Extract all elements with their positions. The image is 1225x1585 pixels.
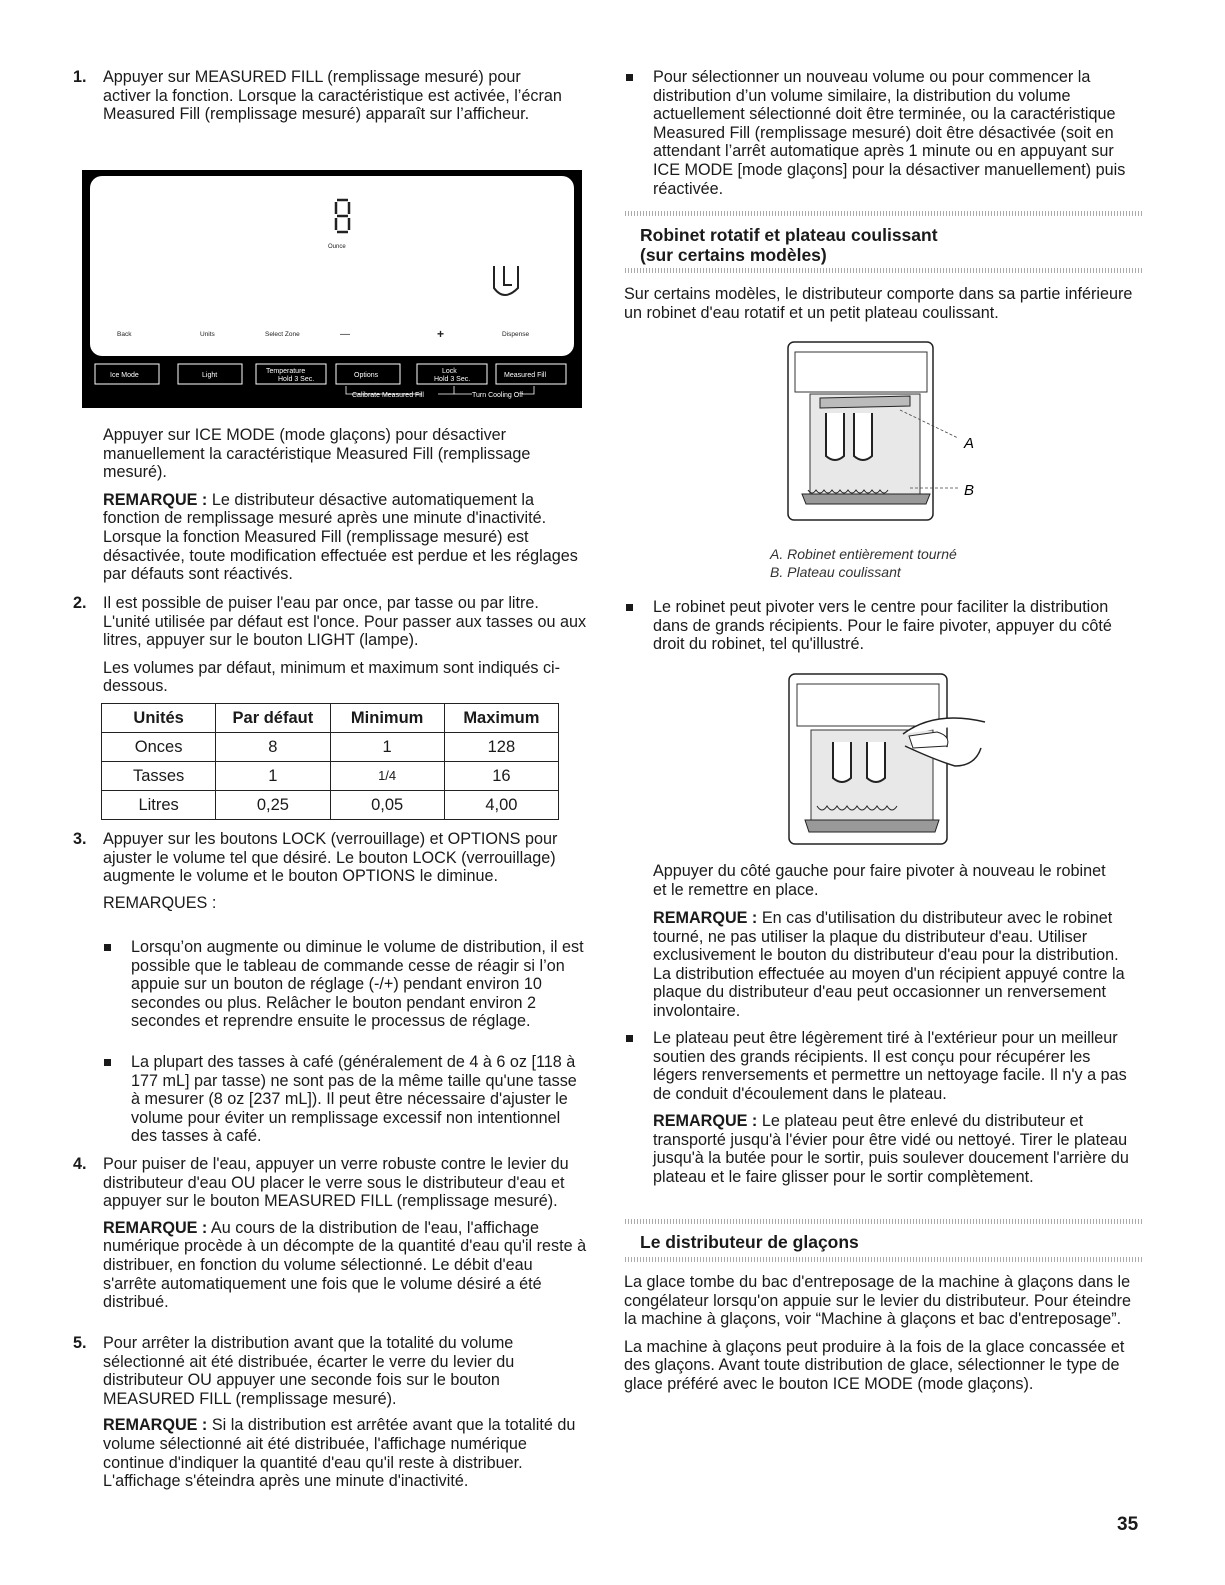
bullet-text: Lorsqu’on augmente ou diminue le volume de distribution, il est possible que le tableau de commande cesse de réagir si l’on appuie sur un bouton de réglage (-/+) pendant environ 10 secondes ou plus. Relâcher le bouton pendant environ 2 secondes et reprendre ensuite le processus de réglage.: [131, 938, 584, 1031]
step-text: Appuyer sur les boutons LOCK (verrouillage) et OPTIONS pour ajuster le volume tel que désiré. Le bouton LOCK (verrouillage) augmente le volume et le bouton OPTIONS le diminue.: [103, 830, 558, 886]
table-row: [102, 791, 559, 820]
caption-a: A. Robinet entièrement tourné: [770, 546, 957, 562]
bullet-icon: [104, 944, 111, 951]
column-header: Unités: [102, 704, 216, 733]
note-label: REMARQUE :: [103, 1416, 208, 1435]
select-zone-label[interactable]: Select Zone: [265, 331, 300, 338]
step-text: Pour arrêter la distribution avant que la totalité du volume sélectionné ait été distribuée, écarter le verre du levier du distributeur OU appuyer une seconde fois sur le bouton MEASURED FILL (remplissage mesuré).: [103, 1334, 515, 1408]
turn-cooling-off-text: Turn Cooling Off: [472, 392, 523, 399]
table-cell: 1: [330, 733, 444, 762]
remarques-label: REMARQUES :: [103, 893, 217, 912]
bullet-new-volume: [653, 68, 1138, 198]
dispenser-figure-1: [780, 338, 990, 528]
table-cell: 4,00: [444, 791, 558, 820]
column-header: Maximum: [444, 704, 558, 733]
note-label: REMARQUE :: [653, 909, 758, 927]
step-4: [73, 1155, 588, 1312]
table-cell: 0,05: [330, 791, 444, 820]
bullet-icon: [626, 604, 633, 611]
options-button[interactable]: Options: [354, 372, 379, 379]
bullet-icon: [104, 1059, 111, 1066]
ounce-label: Ounce: [328, 244, 346, 250]
minus-label[interactable]: —: [340, 329, 350, 340]
column-header: Minimum: [330, 704, 444, 733]
note-text: En cas d'utilisation du distributeur avec le robinet tourné, ne pas utiliser la plaque du distributeur d'eau. Utiliser exclusivement le bouton du distributeur d'eau pour la distribution. La distribution effectuée au moyen d'un récipient appuyé contre la plaque du distributeur d'eau peut occasionner un renversement involontaire.: [653, 909, 1125, 1020]
bullet-text: La plupart des tasses à café (généralement de 4 à 6 oz [118 à 177 mL] par tasse) ne sont pas de la même taille qu'une tasse à mesurer (8 oz [237 mL]). Il peut être nécessaire d'ajuster le volume pour éviter un remplissage excessif non intentionnel des tasses à café.: [131, 1053, 577, 1146]
bullet-pivot: [653, 598, 1133, 654]
table-cell: 128: [444, 733, 558, 762]
bullet-text: Le plateau peut être légèrement tiré à l'extérieur pour un meilleur soutien des grands récipients. Il est conçu pour récupérer les légers renversements et permettre un nettoyage facile. Il n'y a pas de conduit d'écoulement dans le plateau.: [653, 1029, 1127, 1103]
bullet-coffee-cups: [131, 1053, 587, 1146]
section-glacons-body: [624, 1273, 1134, 1394]
note-1: [103, 491, 583, 584]
section-title-line-2: (sur certains modèles): [640, 245, 827, 265]
section-title-glacons: [640, 1232, 1140, 1252]
step-number: 3.: [73, 830, 87, 848]
note-text: Le distributeur désactive automatiquement la fonction de remplissage mesuré après une minute d'inactivité. Lorsque la fonction Measured Fill (remplissage mesuré) est désactivée, toute modification effectuée est perdue et les réglages par défauts sont réactivés.: [103, 490, 578, 584]
note-text: Au cours de la distribution de l'eau, l'affichage numérique procède à un décompte de la quantité d'eau qu'il reste à distribuer, en fonction du volume sélectionné. Le débit d'eau s'arrête automatiquement une fois que le volume désiré a été distribué.: [103, 1218, 587, 1312]
left-column-body: [103, 426, 593, 584]
bullet-icon: [626, 1035, 633, 1042]
section-divider: [625, 268, 1142, 273]
note-r2: [653, 1112, 1138, 1186]
note-label: REMARQUE :: [103, 1218, 208, 1237]
step-5: [73, 1334, 588, 1491]
table-header-row: [102, 704, 559, 733]
step-2: [73, 594, 588, 696]
section-title: Le distributeur de glaçons: [640, 1232, 859, 1252]
units-label[interactable]: Units: [200, 331, 215, 338]
plus-label[interactable]: +: [437, 327, 445, 341]
back-label[interactable]: Back: [117, 331, 132, 338]
step-1: [73, 68, 563, 124]
note-label: REMARQUE :: [653, 1112, 758, 1130]
bullet-text: Pour sélectionner un nouveau volume ou pour commencer la distribution d’un volume similaire, la distribution du volume actuellement sélectionné doit être terminée, ou la caractéristique Measured Fill (remplissage mesuré) doit être désactivée (soit en attendant l’arrêt automatique après 1 minute ou en appuyant sur ICE MODE [mode glaçons] pour la désactiver manuellement) puis réactivée.: [653, 68, 1126, 198]
table-cell: Tasses: [102, 762, 216, 791]
dispense-label[interactable]: Dispense: [502, 331, 530, 338]
ice-mode-paragraph: Appuyer sur ICE MODE (mode glaçons) pour désactiver manuellement la caractéristique Measured Fill (remplissage mesuré).: [103, 426, 531, 482]
lock-hold-text: Hold 3 Sec.: [434, 376, 471, 383]
step-number: 1.: [73, 68, 87, 86]
note-text: Le plateau peut être enlevé du distributeur et transporté jusqu'à l'évier pour être vidé ou nettoyé. Tirer le plateau jusqu'à la butée pour le sortir, puis soulever doucement l'arrière du plateau et le faire glisser pour le sortir complètement.: [653, 1112, 1129, 1186]
step-number: 5.: [73, 1334, 87, 1352]
table-row: [102, 762, 559, 791]
volume-table: [101, 703, 559, 820]
section-intro-text: Sur certains modèles, le distributeur comporte dans sa partie inférieure un robinet d'eau rotatif et un petit plateau coulissant.: [624, 285, 1133, 322]
bullet-adjust: [131, 938, 587, 1031]
dispenser-figure-2: [785, 670, 990, 850]
step-number: 4.: [73, 1155, 87, 1173]
label-a: A: [964, 435, 975, 452]
step-text: Il est possible de puiser l'eau par once, par tasse ou par litre. L'unité utilisée par défaut est l'once. Pour passer aux tasses ou aux litres, appuyer sur le bouton LIGHT (lampe).: [103, 594, 587, 650]
bullet-tray: [653, 1029, 1138, 1103]
para-text: Appuyer du côté gauche pour faire pivoter à nouveau le robinet et le remettre en place.: [653, 862, 1106, 899]
label-b: B: [964, 482, 975, 499]
para-2: La machine à glaçons peut produire à la fois de la glace concassée et des glaçons. Avant toute distribution de glace, sélectionner le type de glace préféré avec le bouton ICE MODE (mode glaçons).: [624, 1337, 1125, 1393]
light-button[interactable]: Light: [202, 372, 218, 379]
section-divider: [625, 211, 1142, 216]
para-1: La glace tombe du bac d'entreposage de la machine à glaçons dans le congélateur lorsqu'on appuie sur le levier du distributeur. Pour éteindre la machine à glaçons, voir “Machine à glaçons et bac d'entreposage”.: [624, 1273, 1132, 1329]
step-text: Appuyer sur MEASURED FILL (remplissage mesuré) pour activer la fonction. Lorsque la caractéristique est activée, l’écran Measured Fill (remplissage mesuré) apparaît sur l’afficheur.: [103, 68, 562, 124]
table-cell: Litres: [102, 791, 216, 820]
note-label: REMARQUE :: [103, 490, 208, 509]
column-header: Par défaut: [216, 704, 330, 733]
figure-captions: [770, 545, 1070, 581]
lock-button[interactable]: Lock: [442, 368, 457, 375]
page-number: 35: [1117, 1514, 1139, 1535]
bullet-icon: [626, 74, 633, 81]
section-divider: [625, 1219, 1142, 1224]
measured-fill-button[interactable]: Measured Fill: [504, 372, 547, 379]
note-r1: [653, 909, 1138, 1021]
section-intro: [624, 285, 1134, 322]
para-rotate-back: [653, 862, 1123, 899]
table-row: [102, 733, 559, 762]
table-cell: 16: [444, 762, 558, 791]
step-text: Pour puiser de l'eau, appuyer un verre robuste contre le levier du distributeur d'eau OU placer le verre sous le distributeur d'eau et appuyer sur le bouton MEASURED FILL (remplissage mesuré).: [103, 1155, 569, 1211]
table-cell: 0,25: [216, 791, 330, 820]
section-title-line-1: Robinet rotatif et plateau coulissant: [640, 225, 938, 245]
section-title-rotatif: [640, 225, 1140, 265]
control-panel-illustration: [82, 170, 582, 408]
caption-b: B. Plateau coulissant: [770, 564, 901, 580]
table-cell: Onces: [102, 733, 216, 762]
section-divider: [625, 1257, 1142, 1262]
calibrate-text: Calibrate Measured Fill: [352, 392, 424, 399]
temperature-button[interactable]: Temperature: [266, 368, 306, 375]
note-5: [103, 1416, 588, 1490]
step-number: 2.: [73, 594, 87, 612]
ice-mode-button[interactable]: Ice Mode: [110, 372, 139, 379]
note-4: [103, 1219, 588, 1312]
volumes-paragraph: Les volumes par défaut, minimum et maximum sont indiqués ci-dessous.: [103, 658, 561, 696]
table-cell: 1/4: [330, 762, 444, 791]
note-text: Si la distribution est arrêtée avant que la totalité du volume sélectionné ait été distribuée, l'affichage numérique continue d'indiquer la quantité d'eau qu'il reste à distribuer. L'affichage s'éteindra après une minute d'inactivité.: [103, 1416, 576, 1491]
temperature-hold-text: Hold 3 Sec.: [278, 376, 315, 383]
table-cell: 8: [216, 733, 330, 762]
table-cell: 1: [216, 762, 330, 791]
step-3: [73, 830, 578, 912]
bullet-text: Le robinet peut pivoter vers le centre pour faciliter la distribution dans de grands récipients. Pour le faire pivoter, appuyer du côté droit du robinet, tel qu'illustré.: [653, 598, 1112, 654]
